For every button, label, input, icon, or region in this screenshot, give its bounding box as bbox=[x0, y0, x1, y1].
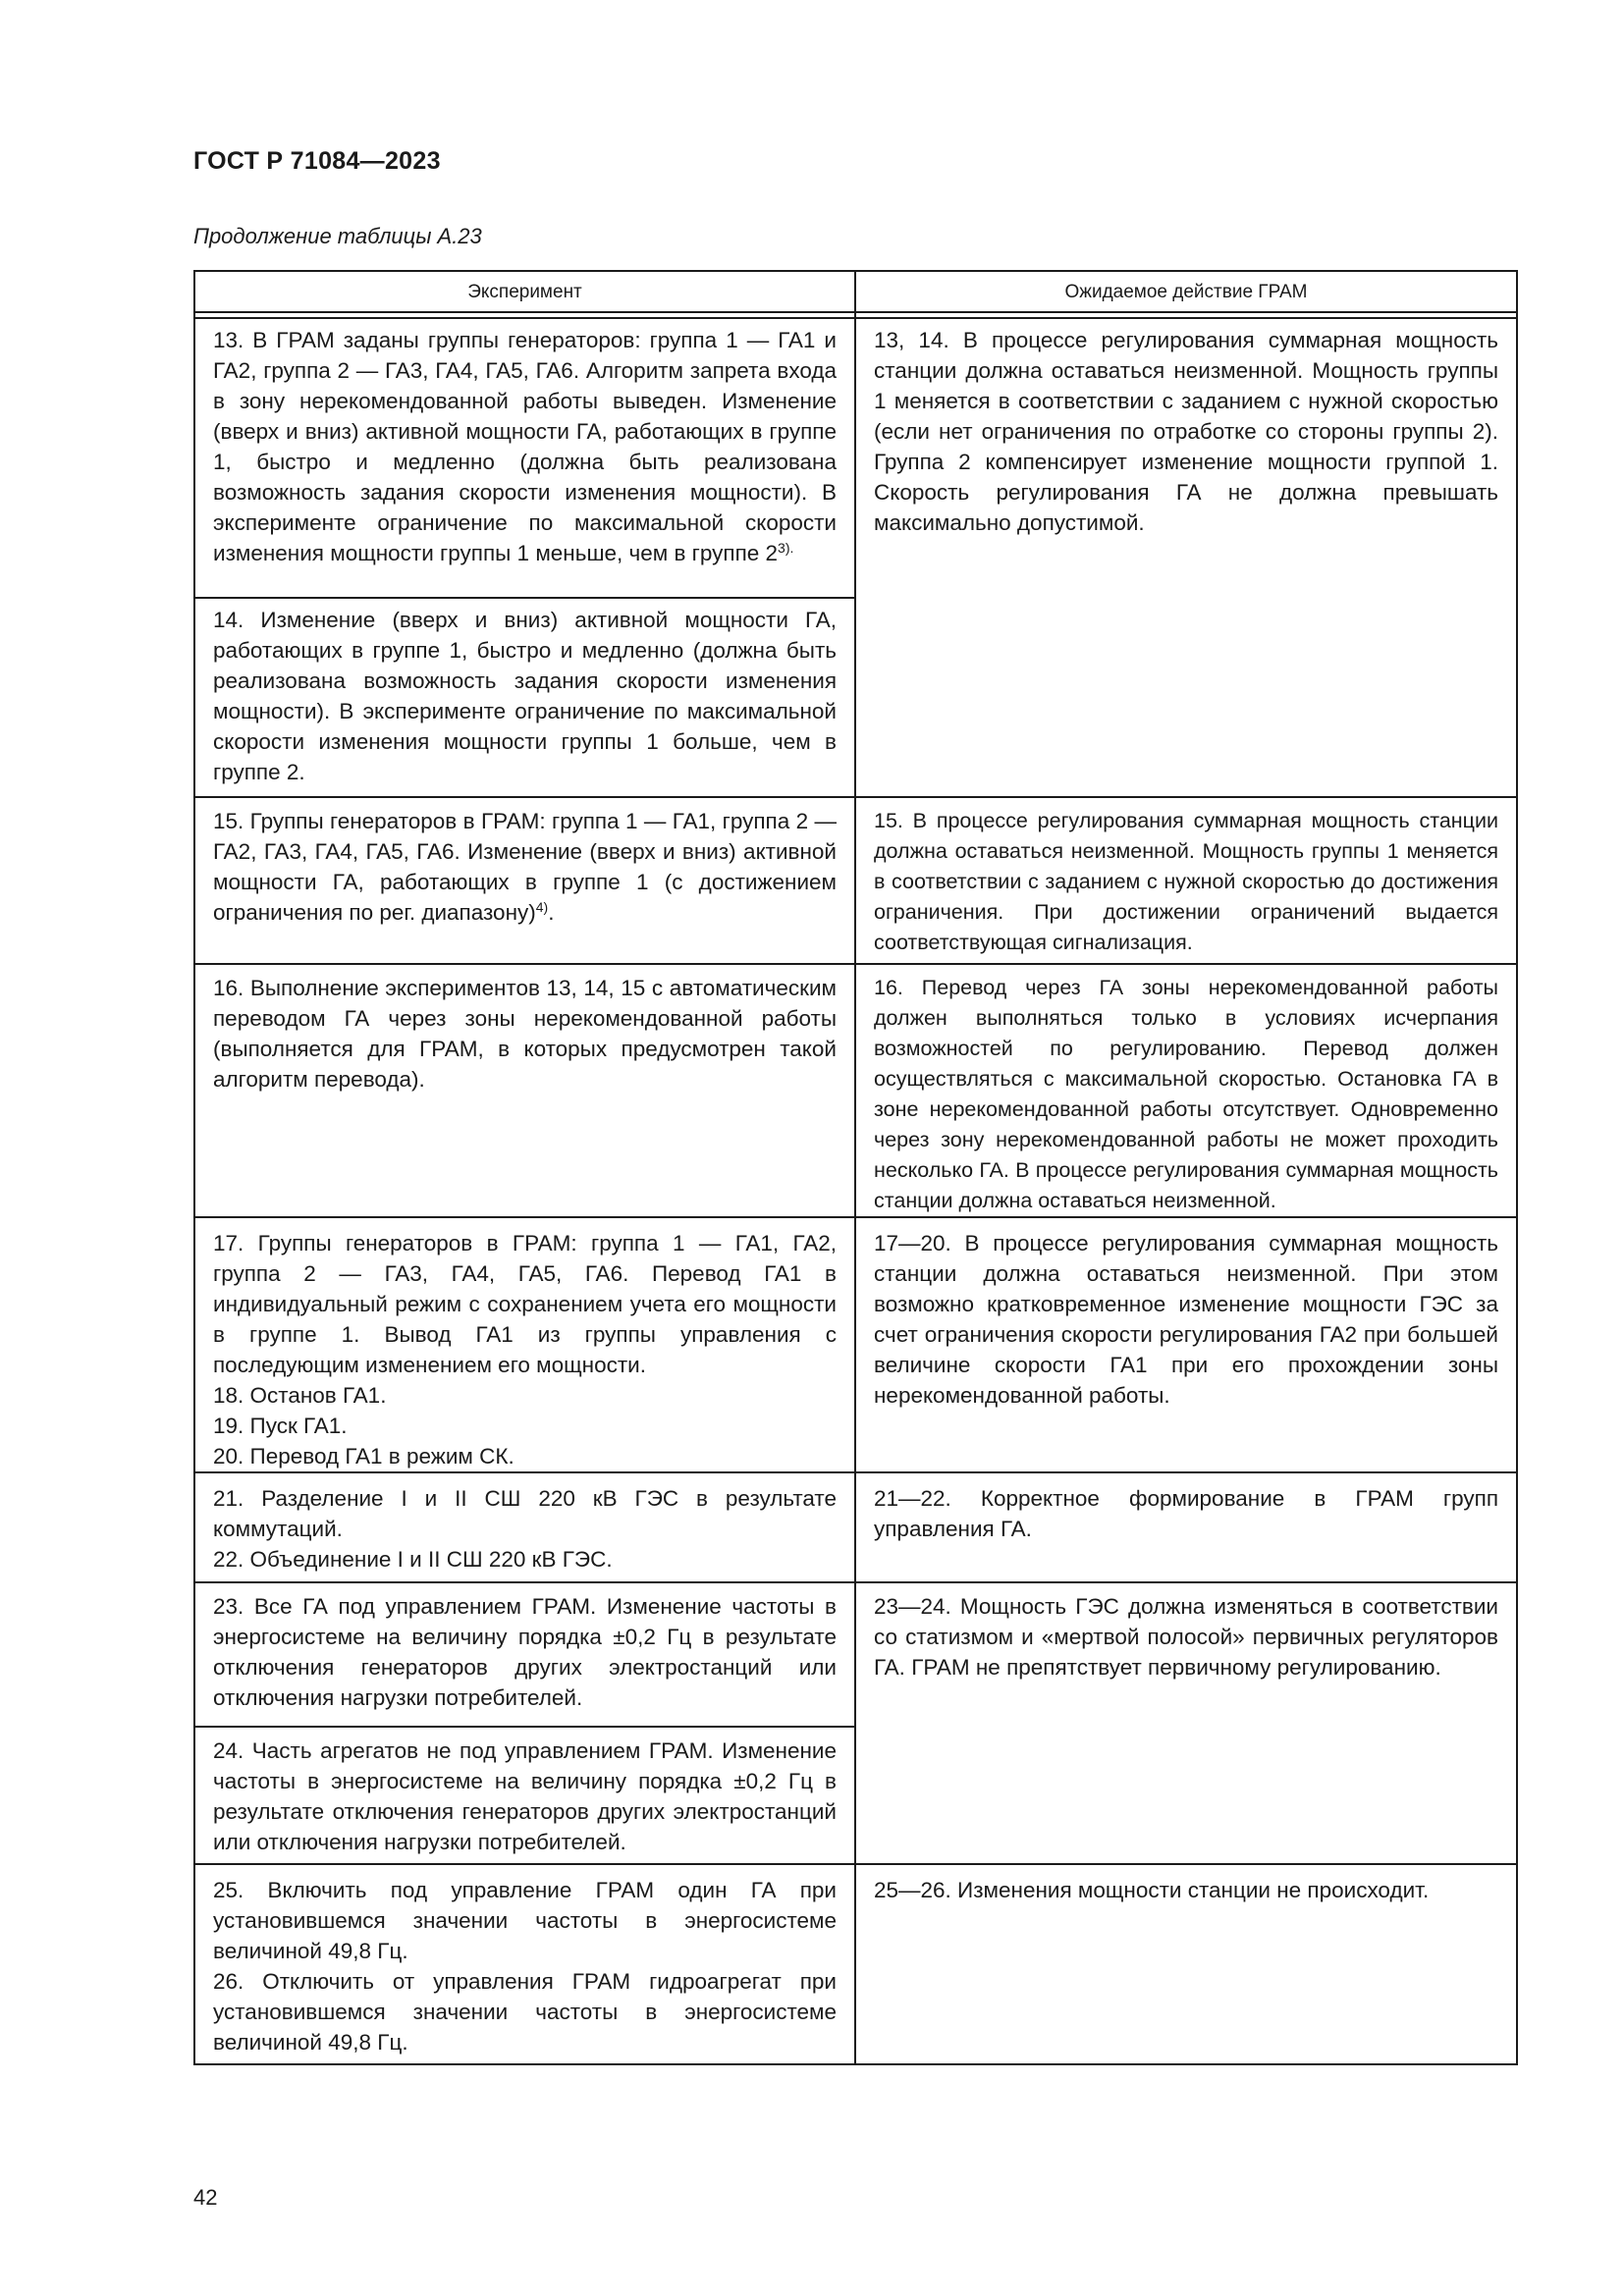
experiment-line: 20. Перевод ГА1 в режим СК. bbox=[213, 1444, 514, 1468]
action-cell: 13, 14. В процессе регулирования суммарная мощность станции должна оставаться неизменной. Мощность группы 1 меняется в соответствии с заданием с нужной скоростью (если нет ограничения по отработке со стороны группы 2). Группа 2 компенсирует изменение мощности группой 1. Скорость регулирования ГА не должна превышать максимально допустимой. bbox=[855, 318, 1517, 797]
experiment-text: 15. Группы генераторов в ГРАМ: группа 1 — ГА1, группа 2 — ГА2, ГА3, ГА4, ГА5, ГА6. Изменение (вверх и вниз) активной мощности ГА, работающих в группе 1 (с достижением ограничения по рег. диапазону) bbox=[213, 809, 837, 925]
action-cell: 21—22. Корректное формирование в ГРАМ групп управления ГА. bbox=[855, 1472, 1517, 1582]
table-row bbox=[194, 1217, 1517, 1472]
document-header: ГОСТ Р 71084—2023 bbox=[193, 147, 441, 175]
table-row bbox=[194, 964, 1517, 1217]
experiment-cell bbox=[194, 1472, 855, 1582]
table-header-row bbox=[194, 271, 1517, 312]
action-cell: 17—20. В процессе регулирования суммарная мощность станции должна оставаться неизменной. При этом возможно кратковременное изменение мощности ГЭС за счет ограничения скорости регулирования ГА2 при большей величине скорости ГА1 при его прохождении зоны нерекомендованной работы. bbox=[855, 1217, 1517, 1472]
column-header-action: Ожидаемое действие ГРАМ bbox=[855, 271, 1517, 312]
footnote-ref: 4) bbox=[535, 899, 549, 915]
table-row bbox=[194, 1472, 1517, 1582]
experiment-cell bbox=[194, 1217, 855, 1472]
experiment-line: 22. Объединение I и II СШ 220 кВ ГЭС. bbox=[213, 1547, 613, 1572]
experiment-line: 21. Разделение I и II СШ 220 кВ ГЭС в результате коммутаций. bbox=[213, 1486, 837, 1541]
action-cell: 16. Перевод через ГА зоны нерекомендованной работы должен выполняться только в условиях исчерпания возможностей по регулированию. Перевод должен осуществляться с максимальной скоростью. Остановка ГА в зоне нерекомендованной работы отсутствует. Одновременно через зону нерекомендованной работы не может проходить несколько ГА. В процессе регулирования суммарная мощность станции должна оставаться неизменной. bbox=[855, 964, 1517, 1217]
experiment-cell: 24. Часть агрегатов не под управлением ГРАМ. Изменение частоты в энергосистеме на величину порядка ±0,2 Гц в результате отключения генераторов других электростанций или отключения нагрузки потребителей. bbox=[194, 1727, 855, 1864]
table-caption: Продолжение таблицы А.23 bbox=[193, 224, 482, 248]
experiment-line: 25. Включить под управление ГРАМ один ГА при установившемся значении частоты в энергосистеме величиной 49,8 Гц. bbox=[213, 1878, 837, 1963]
experiment-text-tail: . bbox=[548, 900, 555, 925]
experiment-cell bbox=[194, 797, 855, 964]
action-cell: 15. В процессе регулирования суммарная мощность станции должна оставаться неизменной. Мощность группы 1 меняется в соответствии с заданием с нужной скоростью до достижения ограничения. При достижении ограничений выдается соответствующая сигнализация. bbox=[855, 797, 1517, 964]
table-row bbox=[194, 318, 1517, 598]
experiment-line: 26. Отключить от управления ГРАМ гидроагрегат при установившемся значении частоты в энергосистеме величиной 49,8 Гц. bbox=[213, 1969, 837, 2055]
experiment-cell: 16. Выполнение экспериментов 13, 14, 15 с автоматическим переводом ГА через зоны нерекомендованной работы (выполняется для ГРАМ, в которых предусмотрен такой алгоритм перевода). bbox=[194, 964, 855, 1217]
experiment-cell: 23. Все ГА под управлением ГРАМ. Изменение частоты в энергосистеме на величину порядка ±0,2 Гц в результате отключения генераторов других электростанций или отключения нагрузки потребителей. bbox=[194, 1582, 855, 1727]
experiment-cell: 14. Изменение (вверх и вниз) активной мощности ГА, работающих в группе 1, быстро и медленно (должна быть реализована возможность задания скорости изменения мощности). В эксперименте ограничение по максимальной скорости изменения мощности группы 1 больше, чем в группе 2. bbox=[194, 598, 855, 797]
action-cell: 25—26. Изменения мощности станции не происходит. bbox=[855, 1864, 1517, 2064]
experiments-table bbox=[193, 270, 1518, 2065]
experiment-line: 17. Группы генераторов в ГРАМ: группа 1 — ГА1, ГА2, группа 2 — ГА3, ГА4, ГА5, ГА6. Перевод ГА1 в индивидуальный режим с сохранением учета его мощности в группе 1. Вывод ГА1 из группы управления с последующим изменением его мощности. bbox=[213, 1231, 837, 1377]
experiment-line: 19. Пуск ГА1. bbox=[213, 1414, 348, 1438]
experiment-cell bbox=[194, 1864, 855, 2064]
page-number: 42 bbox=[193, 2185, 218, 2210]
experiment-text: 13. В ГРАМ заданы группы генераторов: группа 1 — ГА1 и ГА2, группа 2 — ГА3, ГА4, ГА5, ГА6. Алгоритм запрета входа в зону нерекомендованной работы выведен. Изменение (вверх и вниз) активной мощности ГА, работающих в группе 1, быстро и медленно (должна быть реализована возможность задания скорости изменения мощности). В эксперименте ограничение по максимальной скорости изменения мощности группы 1 меньше, чем в группе 2 bbox=[213, 328, 837, 565]
table-row bbox=[194, 1582, 1517, 1727]
table-row bbox=[194, 1864, 1517, 2064]
column-header-experiment: Эксперимент bbox=[194, 271, 855, 312]
action-cell: 23—24. Мощность ГЭС должна изменяться в соответствии со статизмом и «мертвой полосой» первичных регуляторов ГА. ГРАМ не препятствует первичному регулированию. bbox=[855, 1582, 1517, 1864]
experiment-cell bbox=[194, 318, 855, 598]
experiment-line: 18. Останов ГА1. bbox=[213, 1383, 387, 1408]
table-row bbox=[194, 797, 1517, 964]
footnote-ref: 3). bbox=[778, 540, 794, 556]
